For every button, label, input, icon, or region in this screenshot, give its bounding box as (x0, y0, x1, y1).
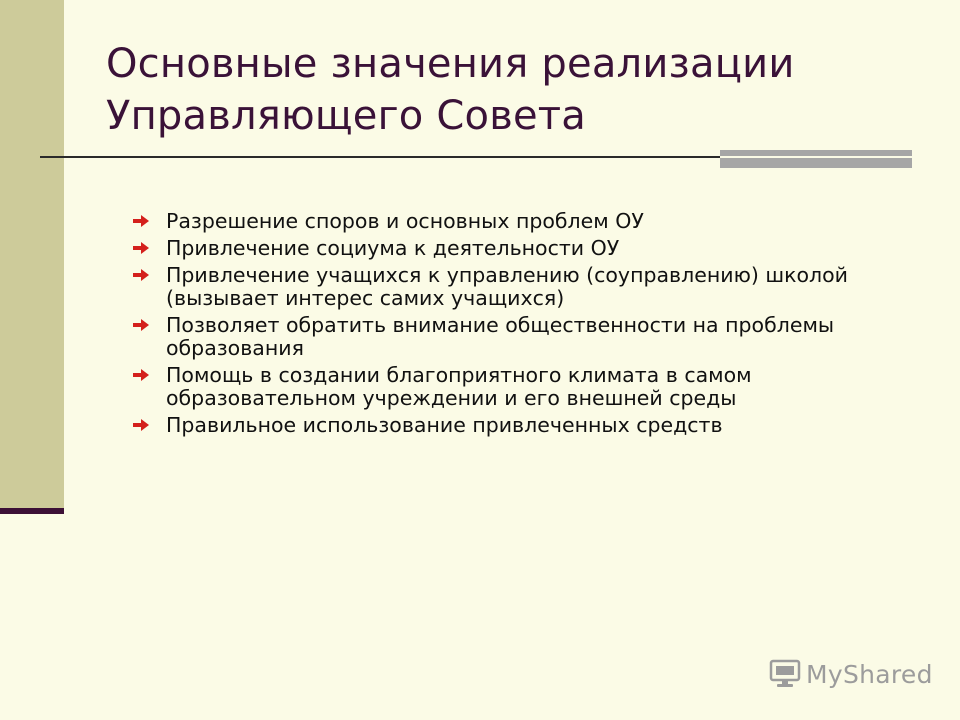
bullet-text: Привлечение социума к деятельности ОУ (166, 236, 620, 260)
watermark (768, 656, 933, 692)
bullet-item (132, 264, 892, 310)
bullet-item (132, 237, 892, 260)
watermark-text: MyShared (806, 659, 933, 689)
arrow-right-icon (132, 366, 150, 384)
monitor-icon (768, 657, 802, 691)
arrow-right-icon (132, 266, 150, 284)
bullet-text: Правильное использование привлеченных средств (166, 413, 723, 437)
bullet-item (132, 210, 892, 233)
bullet-item (132, 414, 892, 437)
slide-title-line-2: Управляющего Совета (106, 93, 586, 139)
bullet-item (132, 314, 892, 360)
left-bar-accent (0, 508, 64, 514)
bullet-item (132, 364, 892, 410)
bullet-text: Позволяет обратить внимание общественности на проблемы образования (166, 313, 835, 360)
arrow-right-icon (132, 212, 150, 230)
left-decorative-bar (0, 0, 64, 512)
slide-title-line-1: Основные значения реализации (106, 41, 795, 87)
bullet-list (132, 210, 892, 441)
title-underline-accent (720, 150, 912, 168)
bullet-text: Помощь в создании благоприятного климата в самом образовательном учреждении и его внешней среды (166, 363, 752, 410)
arrow-right-icon (132, 316, 150, 334)
bullet-text: Разрешение споров и основных проблем ОУ (166, 209, 644, 233)
bullet-text: Привлечение учащихся к управлению (соуправлению) школой (вызывает интерес самих учащихся) (166, 263, 848, 310)
arrow-right-icon (132, 239, 150, 257)
slide-title (106, 38, 926, 142)
arrow-right-icon (132, 416, 150, 434)
